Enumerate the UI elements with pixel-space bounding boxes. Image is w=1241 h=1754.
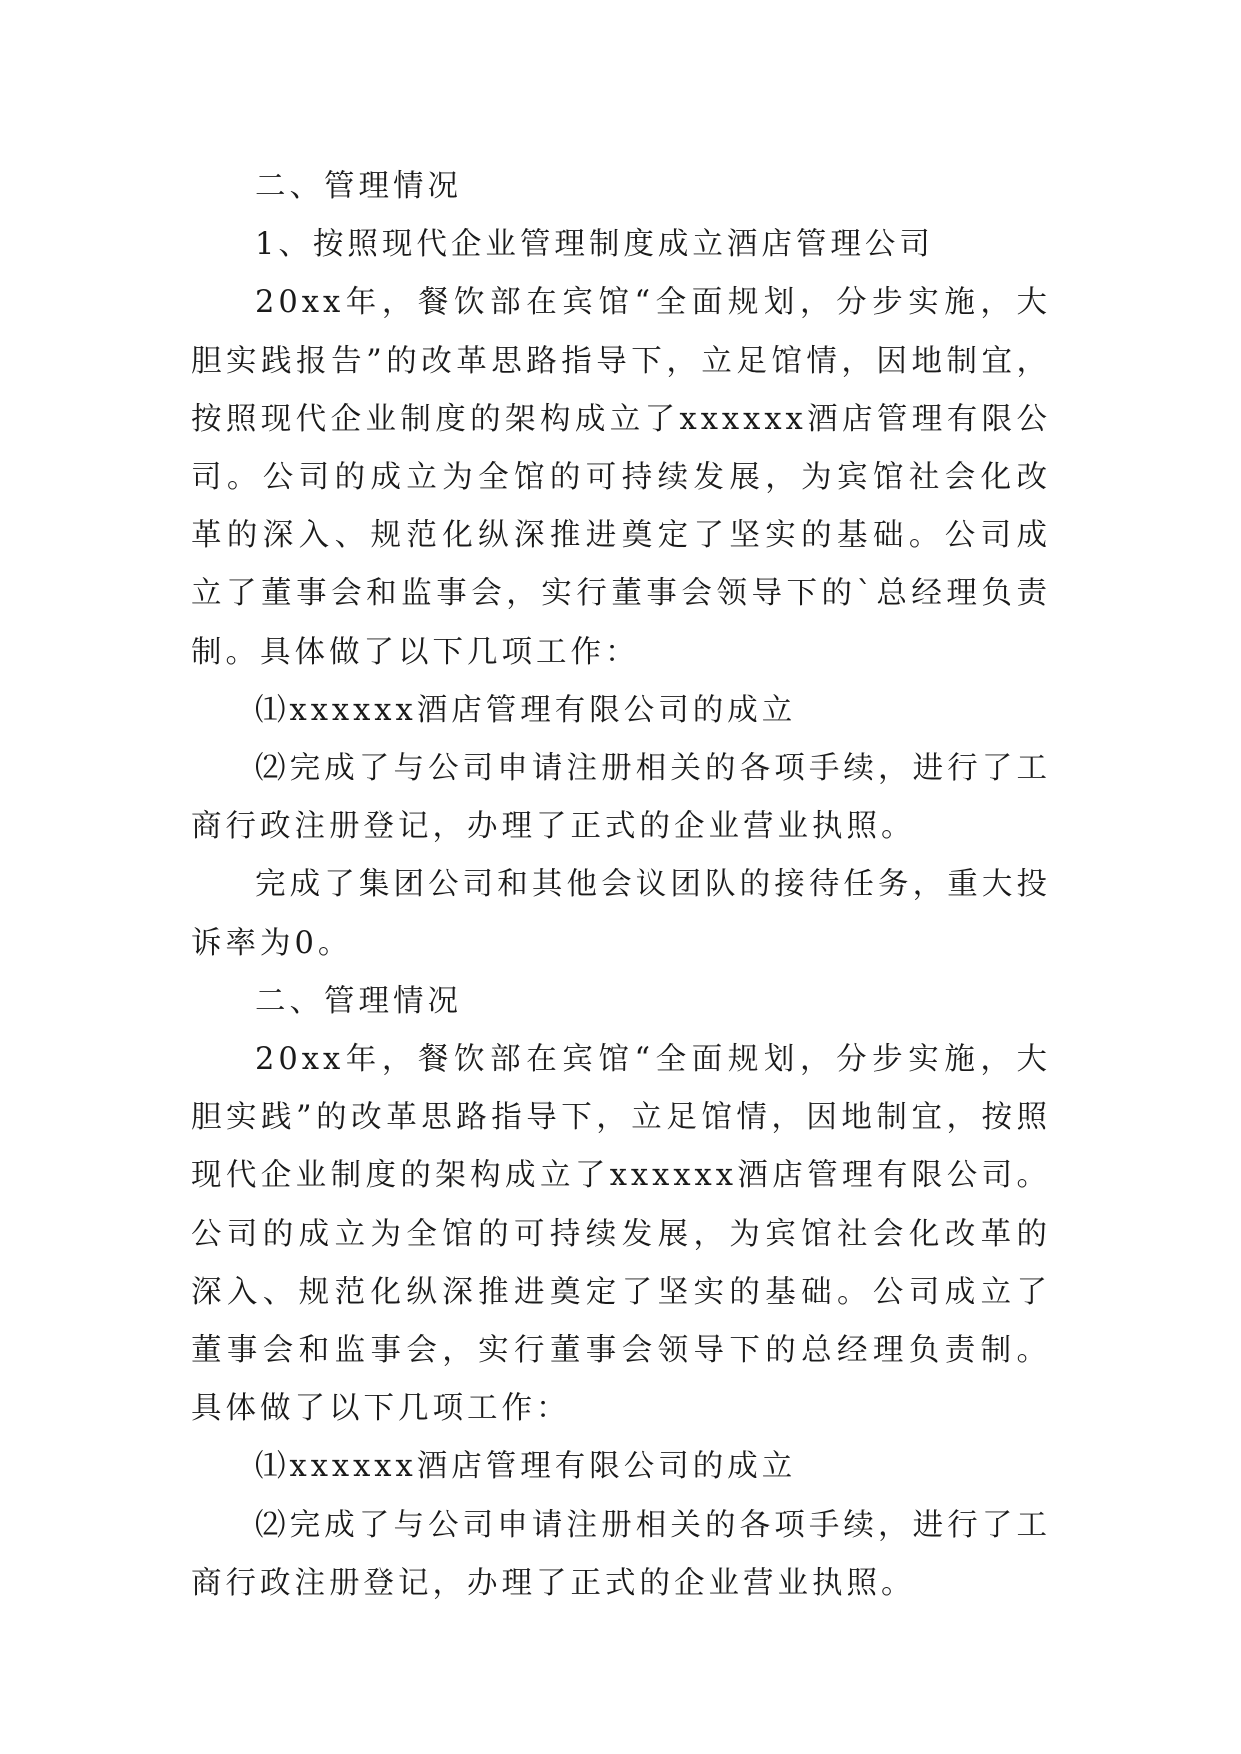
list-item: ⑴xxxxxx酒店管理有限公司的成立 [255,1449,797,1485]
document-body [191,158,1051,1613]
section-heading: 二、管理情况 [255,983,462,1019]
list-item: ⑵完成了与公司申请注册相关的各项手续，进行了工商行政注册登记，办理了正式的企业营业执照。 [191,1507,1051,1601]
subsection-heading: 1、按照现代企业管理制度成立酒店管理公司 [255,227,934,263]
body-paragraph: 20xx年，餐饮部在宾馆“全面规划，分步实施，大胆实践”的改革思路指导下，立足馆情，因地制宜，按照现代企业制度的架构成立了xxxxxx酒店管理有限公司。公司的成立为全馆的可持续发展，为宾馆社会化改革的深入、规范化纵深推进奠定了坚实的基础。公司成立了董事会和监事会，实行董事会领导下的总经理负责制。具体做了以下几项工作： [191,1042,1051,1427]
body-paragraph: 完成了集团公司和其他会议团队的接待任务，重大投诉率为0。 [191,867,1051,961]
list-item: ⑵完成了与公司申请注册相关的各项手续，进行了工商行政注册登记，办理了正式的企业营业执照。 [191,751,1051,845]
list-item: ⑴xxxxxx酒店管理有限公司的成立 [255,692,797,728]
body-paragraph: 20xx年，餐饮部在宾馆“全面规划，分步实施，大胆实践报告”的改革思路指导下，立足馆情，因地制宜，按照现代企业制度的架构成立了xxxxxx酒店管理有限公司。公司的成立为全馆的可持续发展，为宾馆社会化改革的深入、规范化纵深推进奠定了坚实的基础。公司成立了董事会和监事会，实行董事会领导下的`总经理负责制。具体做了以下几项工作： [191,285,1051,670]
section-heading: 二、管理情况 [255,169,462,204]
